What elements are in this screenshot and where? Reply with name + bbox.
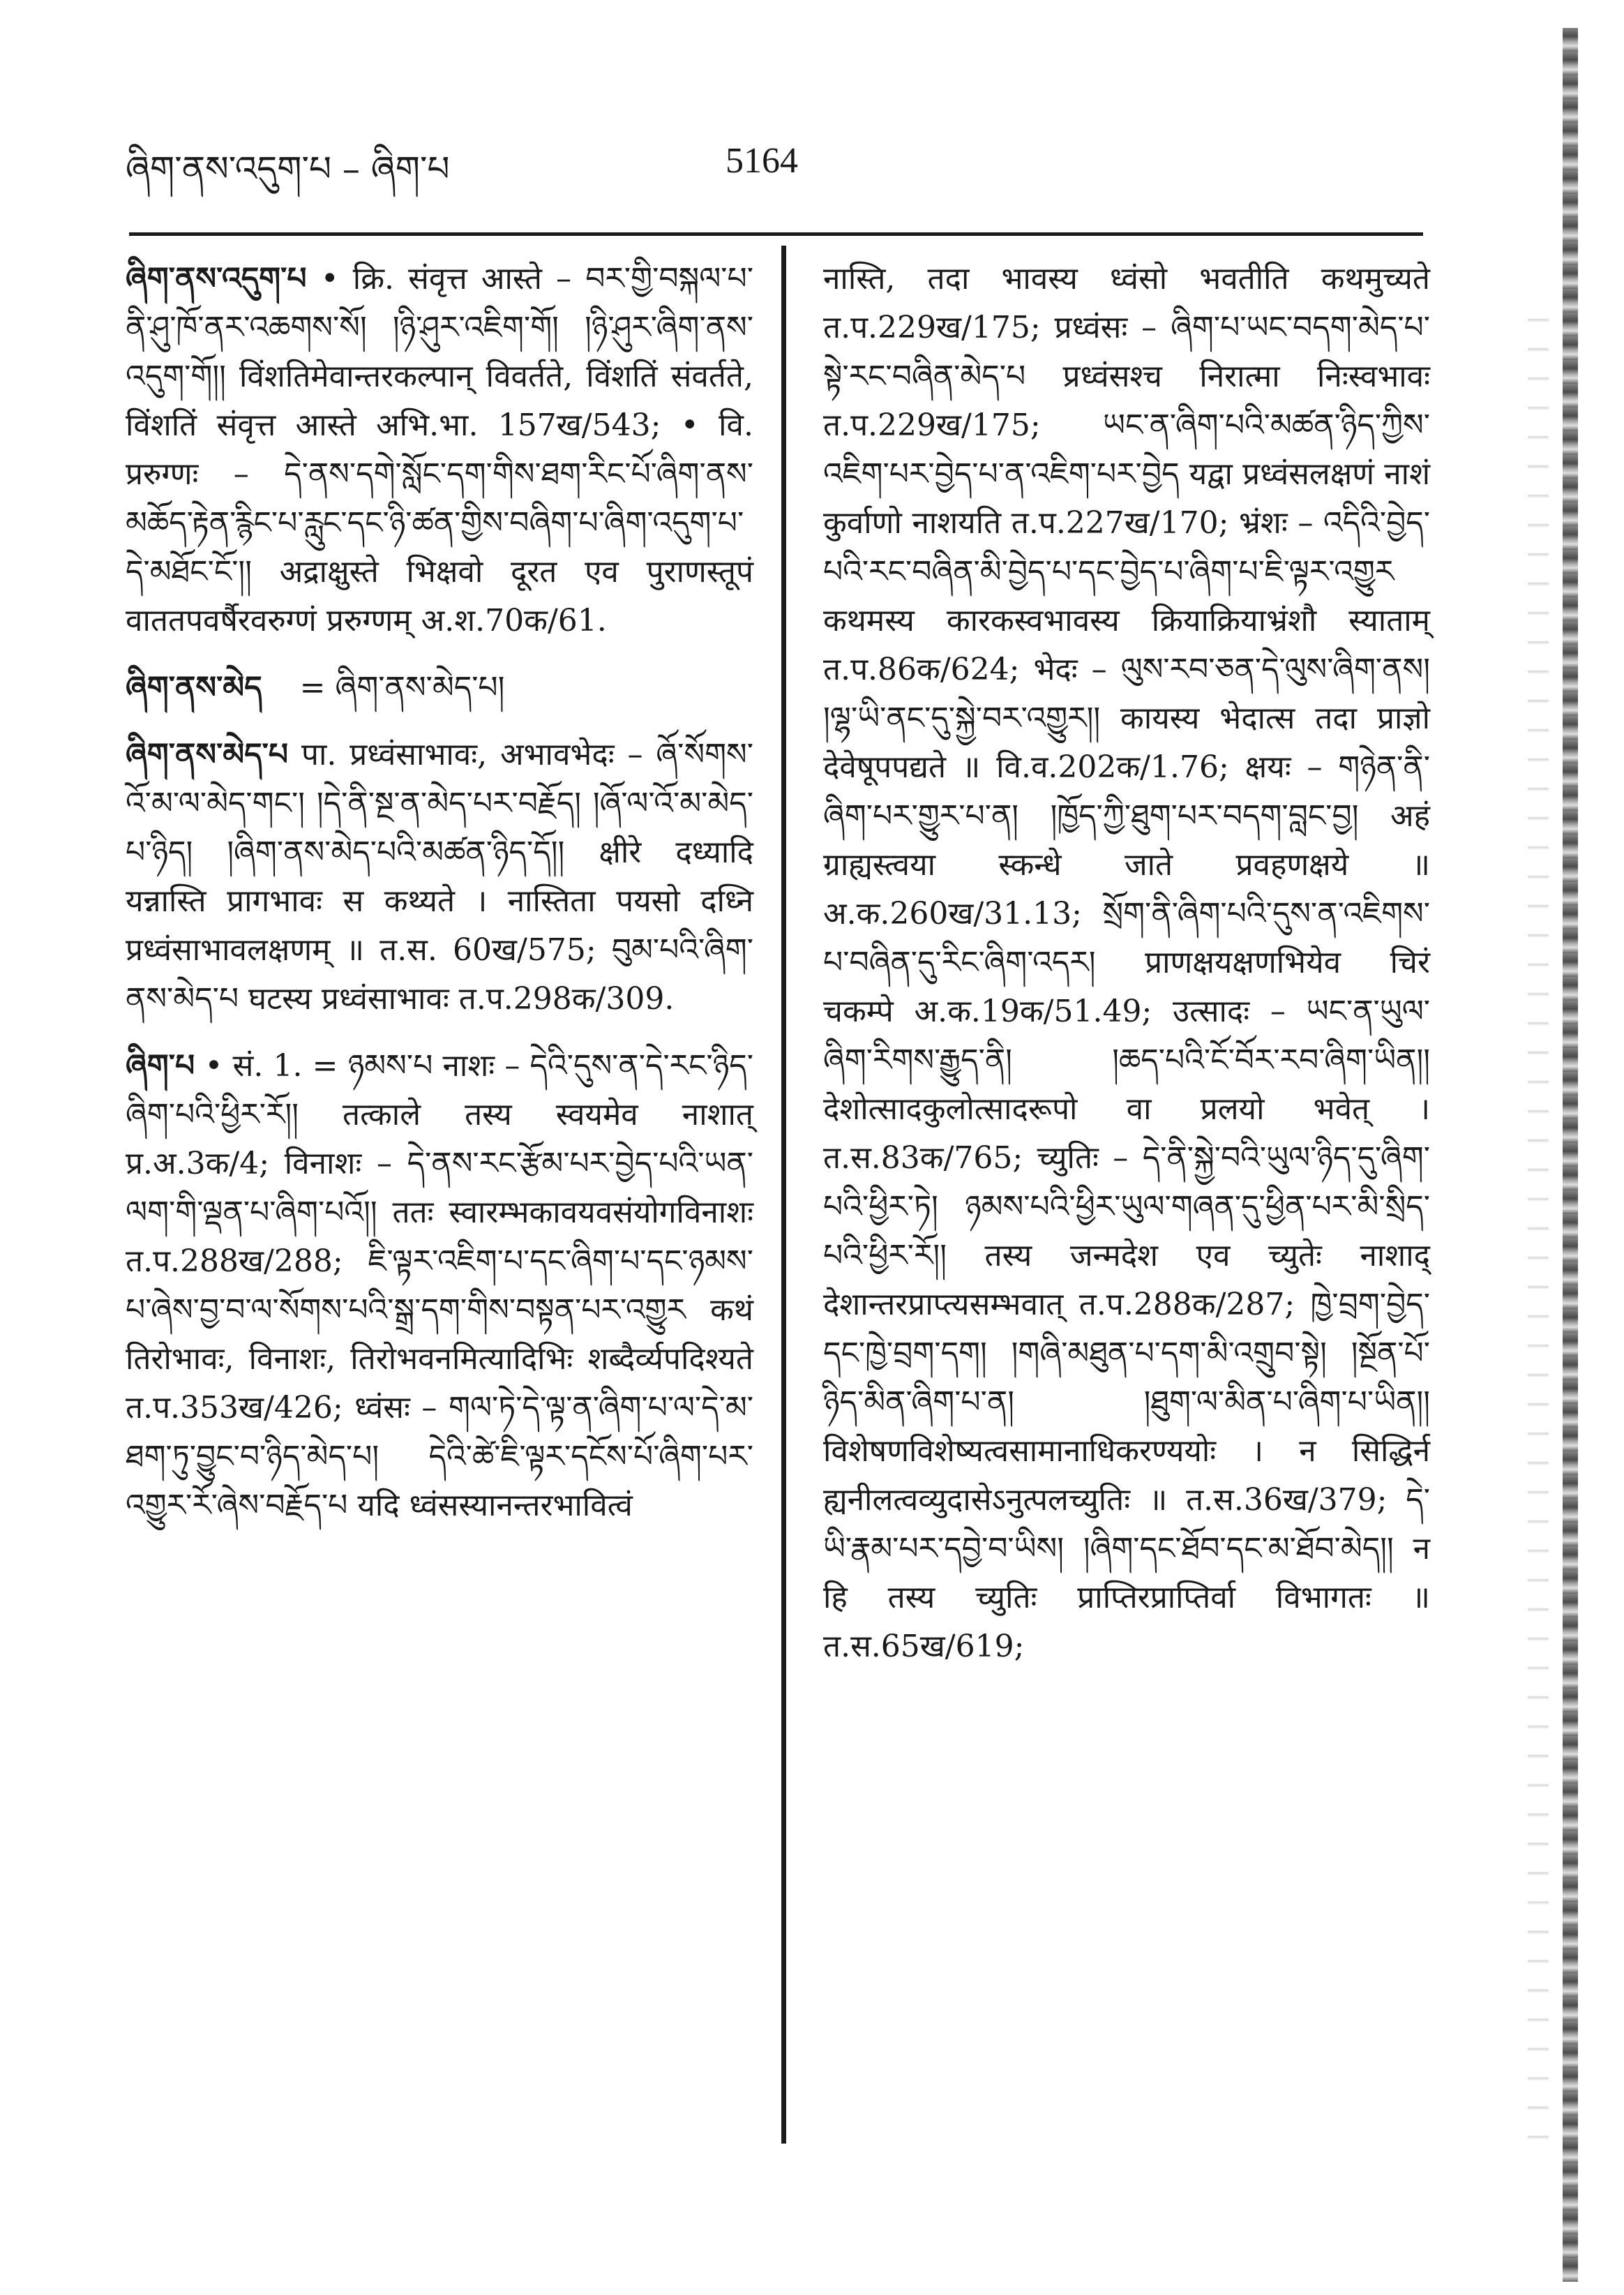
running-head: ཞིག་ནས་འདུག་པ – ཞིག་པ	[126, 149, 450, 189]
header-divider	[129, 232, 1423, 236]
scan-edge-speckle	[1528, 293, 1549, 2163]
right-column	[823, 255, 1430, 1671]
continued-entry-text: नास्ति, तदा भावस्य ध्वंसो भवतीति कथमुच्यते त.प.229ख/175; प्रध्वंसः – ཞིག་པ་ཡང་བདག་མེད་པ་སྟེ་རང་བཞིན་མེད་པ प्रध्वंसश्च निरात्मा निःस्वभावः त.प.229ख/175; ཡང་ན་ཞིག་པའི་མཚན་ཉིད་ཀྱིས་འཇིག་པར་བྱེད་པ་ན་འཇིག་པར་བྱེད यद्वा प्रध्वंसलक्षणं नाशं कुर्वाणो नाशयति त.प.227ख/170; भ्रंशः – འདིའི་བྱེད་པའི་རང་བཞིན་མི་བྱེད་པ་དང་བྱེད་པ་ཞིག་པ་ཇི་ལྟར་འགྱུར कथमस्य कारकस्वभावस्य क्रियाक्रियाभ्रंशौ स्याताम् त.प.86क/624; भेदः – ལུས་རབ་ཅན་དེ་ལུས་ཞིག་ནས། །ལྷ་ཡི་ནང་དུ་སྐྱེ་བར་འགྱུར།། कायस्य भेदात्स तदा प्राज्ञो देवेषूपपद्यते ॥ वि.व.202क/1.76; क्षयः – གཉེན་ནི་ཞིག་པར་གྱུར་པ་ན། །ཁྱོད་ཀྱི་ཐུག་པར་བདག་བླང་བྱ། अहं ग्राह्यस्त्वया स्कन्धे जाते प्रवहणक्षये ॥ अ.क.260ख/31.13; སྲོག་ནི་ཞིག་པའི་དུས་ན་འཇིགས་པ་བཞིན་དུ་རིང་ཞིག་འདར། प्राणक्षयक्षणभियेव चिरं चकम्पे अ.क.19क/51.49; उत्सादः – ཡང་ན་ཡུལ་ཞིག་རིགས་རྒྱུད་ནི། །ཆད་པའི་ངོ་བོར་རབ་ཞིག་ཡིན།། देशोत्सादकुलोत्सादरूपो वा प्रलयो भवेत् । त.स.83क/765; च्युतिः – དེ་ནི་སྐྱེ་བའི་ཡུལ་ཉིད་དུ་ཞིག་པའི་ཕྱིར་ཏེ། ཉམས་པའི་ཕྱིར་ཡུལ་གཞན་དུ་ཕྱིན་པར་མི་སྲིད་པའི་ཕྱིར་རོ།། तस्य जन्मदेश एव च्युतेः नाशाद् देशान्तरप्राप्त्यसम्भवात् त.प.288क/287; ཁྱེ་བྲག་བྱེད་དང་ཁྱེ་བྲག་དག། །གཞི་མཐུན་པ་དག་མི་འགྲུབ་སྟེ། །སྔོན་པོ་ཉིད་མིན་ཞིག་པ་ན། །ཐུག་ལ་མིན་པ་ཞིག་པ་ཡིན།། विशेषणविशेष्यत्वसामानाधिकरण्ययोः । न सिद्धिर्न ह्यनीलत्वव्युदासेऽनुत्पलच्युतिः ॥ त.स.36ख/379; དེ་ཡི་རྣམ་པར་དབྱེ་བ་ཡིས། །ཞིག་དང་ཐོབ་དང་མ་ཐོབ་མེད།། न हि तस्य च्युतिः प्राप्तिरप्राप्तिर्वा विभागतः ॥ त.स.65ख/619;	[823, 261, 1430, 1664]
dictionary-entry	[126, 731, 753, 1024]
entry-text: • सं. 1. = ཉམས་པ नाशः – དེའི་དུས་ན་དེ་རང་ཉིད་ཞིག་པའི་ཕྱིར་རོ།། तत्काले तस्य स्वयमेव नाशात् प्र.अ.3क/4; विनाशः – དེ་ནས་རང་རྩོམ་པར་བྱེད་པའི་ཡན་ལག་གི་ལྡན་པ་ཞིག་པའོ།། ततः स्वारम्भकावयवसंयोगविनाशः त.प.288ख/288; ཇི་ལྟར་འཇིག་པ་དང་ཞིག་པ་དང་ཉམས་པ་ཞེས་བྱ་བ་ལ་སོགས་པའི་སྒྲ་དག་གིས་བསྟན་པར་འགྱུར कथं तिरोभावः, विनाशः, तिरोभवनमित्यादिभिः शब्दैर्व्यपदिश्यते त.प.353ख/426; ध्वंसः – གལ་ཏེ་དེ་ལྟ་ན་ཞིག་པ་ལ་དེ་མ་ཐག་ཏུ་བྱུང་བ་ཉིད་མེད་པ། དེའི་ཚེ་ཇི་ལྟར་དངོས་པོ་ཞིག་པར་འགྱུར་རོ་ཞེས་བརྗོད་པ यदि ध्वंसस्यानन्तरभावित्वं	[126, 1048, 753, 1523]
entry-headword: ཞིག་ནས་འདུག་པ	[126, 261, 307, 297]
entry-headword: ཞིག་ནས་མེད་པ	[126, 737, 289, 772]
left-column	[126, 255, 753, 1548]
dictionary-entry	[126, 664, 753, 712]
dictionary-entry	[126, 1042, 753, 1530]
page-number: 5164	[725, 141, 798, 181]
column-divider	[781, 246, 786, 2144]
entry-text: = ཞིག་ནས་མེད་པ།	[299, 670, 505, 705]
entry-text: पा. प्रध्वंसाभावः, अभावभेदः – ཞོ་སོགས་འོ་མ་ལ་མེད་གང་། །དེ་ནི་སྔ་ན་མེད་པར་བརྗོད། །ཞོ་ལ་འོ་མ་མེད་པ་ཉིད། །ཞིག་ནས་མེད་པའི་མཚན་ཉིད་དོ།། क्षीरे दध्यादि यन्नास्ति प्रागभावः स कथ्यते । नास्तिता पयसो दध्नि प्रध्वंसाभावलक्षणम् ॥ त.स. 60ख/575; བུམ་པའི་ཞིག་ནས་མེད་པ घटस्य प्रध्वंसाभावः त.प.298क/309.	[126, 737, 753, 1017]
entry-headword: ཞིག་ནས་མེད	[126, 670, 262, 705]
scan-edge-shadow	[1563, 28, 1578, 2282]
dictionary-entry	[126, 255, 753, 645]
entry-headword: ཞིག་པ	[126, 1048, 195, 1084]
entry-text: • क्रि. संवृत्त आस्ते – བར་གྱི་བསྐལ་པ་ནི་ཤུ་ཁོ་ནར་འཆགས་སོ། །ཉི་ཤུར་འཇིག་གོ། །ཉི་ཤུར་ཞིག་ནས་འདུག་གོ།། विंशतिमेवान्तरकल्पान् विवर्तते, विंशतिं संवर्तते, विंशतिं संवृत्त आस्ते अभि.भा. 157ख/543; • वि. प्ररुग्णः – དེ་ནས་དགེ་སློང་དག་གིས་ཐག་རིང་པོ་ཞིག་ནས་མཆོད་རྟེན་རྙིང་པ་རླུང་དང་ཉི་ཚན་གྱིས་བཞིག་པ་ཞིག་འདུག་པ་དེ་མཐོང་ངོ༌།། अद्राक्षुस्ते भिक्षवो दूरत एव पुराणस्तूपं वाततपवर्षैरवरुग्णं प्ररुग्णम् अ.श.70क/61.	[126, 261, 753, 638]
